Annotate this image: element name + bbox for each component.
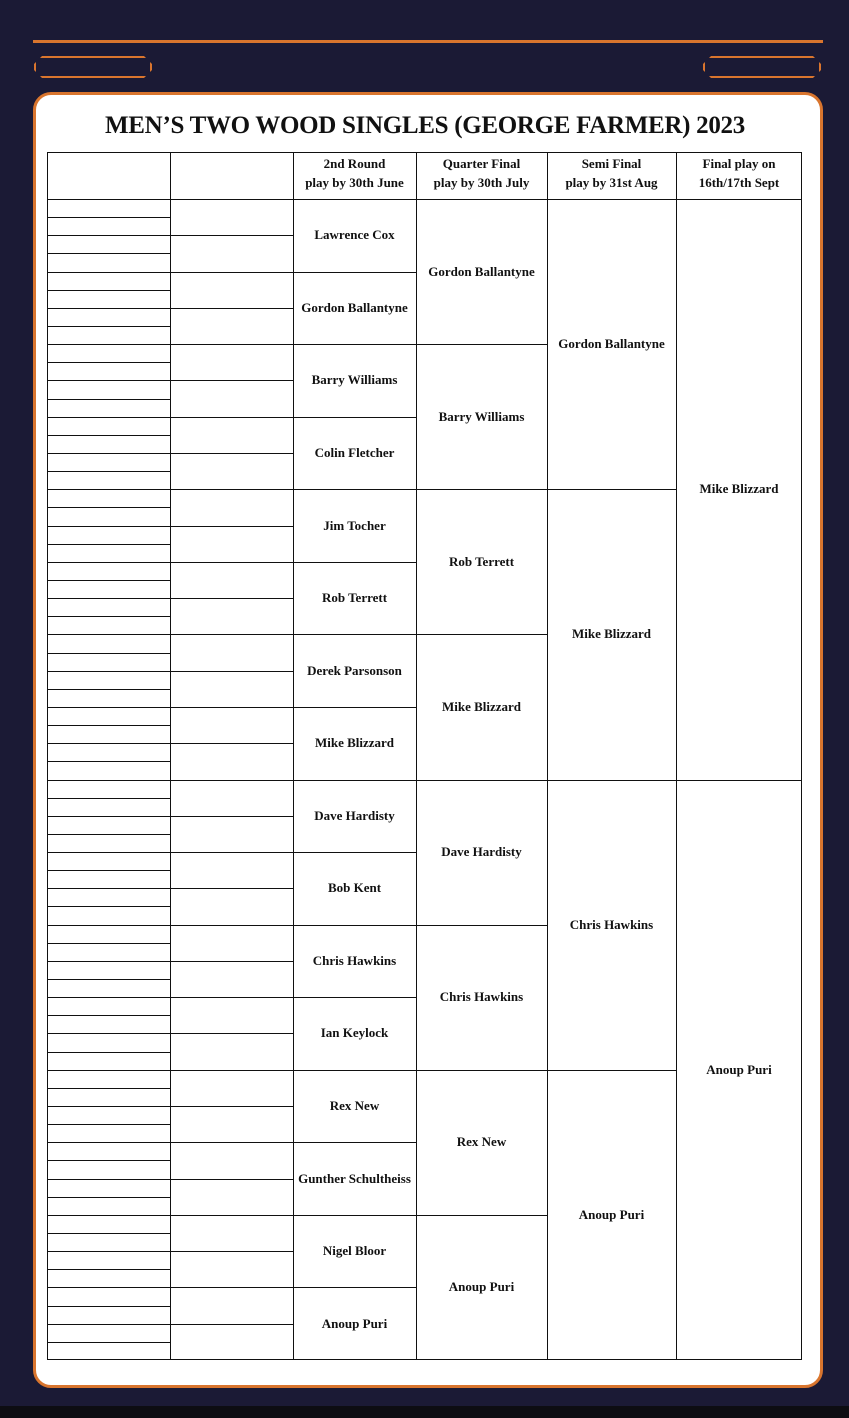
preliminary-row-line <box>170 598 293 599</box>
first-round-row-line <box>47 580 170 581</box>
first-round-row-line <box>47 1306 170 1307</box>
preliminary-row-line <box>170 272 293 273</box>
semi-row-line <box>547 780 676 781</box>
first-round-row-line <box>47 653 170 654</box>
round2-row-line <box>293 707 416 708</box>
preliminary-row-line <box>170 961 293 962</box>
preliminary-row-line <box>170 780 293 781</box>
semi-final-player: Anoup Puri <box>578 1206 645 1222</box>
first-round-row-line <box>47 997 170 998</box>
preliminary-row-line <box>170 344 293 345</box>
first-round-row-line <box>47 852 170 853</box>
first-round-row-line <box>47 943 170 944</box>
column-divider <box>547 152 548 1360</box>
header-quarter-deadline: play by 30th July <box>433 175 530 190</box>
header-semi <box>547 154 676 192</box>
column-divider <box>416 152 417 1360</box>
quarter-final-player: Mike Blizzard <box>441 698 522 714</box>
quarter-final-player: Chris Hawkins <box>439 989 524 1005</box>
round2-player: Colin Fletcher <box>314 444 395 460</box>
left-tab-ornament <box>34 56 152 78</box>
round2-player: Nigel Bloor <box>322 1243 387 1259</box>
preliminary-row-line <box>170 235 293 236</box>
first-round-row-line <box>47 435 170 436</box>
round2-row-line <box>293 417 416 418</box>
first-round-row-line <box>47 1142 170 1143</box>
first-round-row-line <box>47 671 170 672</box>
preliminary-row-line <box>170 453 293 454</box>
first-round-row-line <box>47 1179 170 1180</box>
final-row-line <box>676 780 802 781</box>
top-divider <box>33 40 823 43</box>
preliminary-row-line <box>170 852 293 853</box>
quarter-row-line <box>416 634 547 635</box>
semi-row-line <box>547 489 676 490</box>
first-round-row-line <box>47 1233 170 1234</box>
first-round-row-line <box>47 253 170 254</box>
semi-final-player: Chris Hawkins <box>569 916 654 932</box>
first-round-row-line <box>47 1342 170 1343</box>
round2-player: Anoup Puri <box>321 1315 388 1331</box>
first-round-row-line <box>47 906 170 907</box>
header-semi-title: Semi Final <box>581 156 642 171</box>
quarter-row-line <box>416 1215 547 1216</box>
header-quarter-title: Quarter Final <box>442 156 521 171</box>
first-round-row-line <box>47 616 170 617</box>
header-divider <box>47 199 802 200</box>
first-round-row-line <box>47 326 170 327</box>
first-round-row-line <box>47 526 170 527</box>
round2-row-line <box>293 344 416 345</box>
page-title: MEN’S TWO WOOD SINGLES (GEORGE FARMER) 2023 <box>105 112 745 139</box>
first-round-row-line <box>47 834 170 835</box>
first-round-row-line <box>47 272 170 273</box>
first-round-row-line <box>47 888 170 889</box>
round2-player: Chris Hawkins <box>312 952 397 968</box>
preliminary-row-line <box>170 743 293 744</box>
preliminary-row-line <box>170 562 293 563</box>
first-round-row-line <box>47 870 170 871</box>
round2-row-line <box>293 997 416 998</box>
finalist-player: Anoup Puri <box>706 1061 772 1077</box>
bottom-bar <box>0 1406 849 1418</box>
first-round-row-line <box>47 489 170 490</box>
first-round-row-line <box>47 544 170 545</box>
header-round2 <box>293 154 416 192</box>
round2-player: Mike Blizzard <box>314 735 395 751</box>
preliminary-row-line <box>170 1070 293 1071</box>
first-round-row-line <box>47 925 170 926</box>
header-final-deadline: 16th/17th Sept <box>698 175 780 190</box>
first-round-row-line <box>47 743 170 744</box>
preliminary-row-line <box>170 1287 293 1288</box>
round2-player: Bob Kent <box>327 880 382 896</box>
first-round-row-line <box>47 707 170 708</box>
first-round-row-line <box>47 1197 170 1198</box>
first-round-row-line <box>47 235 170 236</box>
quarter-final-player: Gordon Ballantyne <box>428 263 535 279</box>
first-round-row-line <box>47 961 170 962</box>
quarter-row-line <box>416 489 547 490</box>
first-round-row-line <box>47 308 170 309</box>
preliminary-row-line <box>170 1179 293 1180</box>
first-round-row-line <box>47 1088 170 1089</box>
first-round-row-line <box>47 1052 170 1053</box>
preliminary-row-line <box>170 489 293 490</box>
preliminary-row-line <box>170 526 293 527</box>
first-round-row-line <box>47 761 170 762</box>
first-round-row-line <box>47 725 170 726</box>
preliminary-row-line <box>170 997 293 998</box>
preliminary-row-line <box>170 634 293 635</box>
round2-player: Ian Keylock <box>320 1025 389 1041</box>
first-round-row-line <box>47 979 170 980</box>
header-round2-deadline: play by 30th June <box>305 175 404 190</box>
round2-player: Dave Hardisty <box>314 807 395 823</box>
first-round-row-line <box>47 417 170 418</box>
header-round2-title: 2nd Round <box>323 156 386 171</box>
preliminary-row-line <box>170 308 293 309</box>
round2-player: Barry Williams <box>311 372 398 388</box>
round2-row-line <box>293 1070 416 1071</box>
first-round-row-line <box>47 780 170 781</box>
round2-player: Rex New <box>329 1098 380 1114</box>
round2-row-line <box>293 1215 416 1216</box>
preliminary-row-line <box>170 925 293 926</box>
preliminary-row-line <box>170 1215 293 1216</box>
first-round-row-line <box>47 1015 170 1016</box>
first-round-row-line <box>47 362 170 363</box>
preliminary-row-line <box>170 1142 293 1143</box>
round2-row-line <box>293 634 416 635</box>
preliminary-row-line <box>170 380 293 381</box>
round2-row-line <box>293 489 416 490</box>
round2-player: Gunther Schultheiss <box>298 1170 411 1186</box>
round2-player: Lawrence Cox <box>314 227 395 243</box>
first-round-row-line <box>47 453 170 454</box>
header-final <box>676 154 802 192</box>
first-round-row-line <box>47 1269 170 1270</box>
first-round-row-line <box>47 1033 170 1034</box>
finalist-player: Mike Blizzard <box>699 481 779 497</box>
first-round-row-line <box>47 634 170 635</box>
column-divider <box>676 152 677 1360</box>
round2-row-line <box>293 925 416 926</box>
round2-player: Rob Terrett <box>321 590 388 606</box>
preliminary-row-line <box>170 816 293 817</box>
round2-row-line <box>293 1287 416 1288</box>
semi-final-player: Gordon Ballantyne <box>558 336 665 352</box>
first-round-row-line <box>47 1124 170 1125</box>
first-round-row-line <box>47 562 170 563</box>
first-round-row-line <box>47 598 170 599</box>
round2-player: Derek Parsonson <box>307 662 402 678</box>
preliminary-row-line <box>170 707 293 708</box>
right-tab-ornament <box>703 56 821 78</box>
header-final-title: Final play on <box>702 156 776 171</box>
quarter-row-line <box>416 925 547 926</box>
first-round-row-line <box>47 1251 170 1252</box>
quarter-final-player: Barry Williams <box>438 408 525 424</box>
round2-row-line <box>293 852 416 853</box>
preliminary-row-line <box>170 1106 293 1107</box>
quarter-final-player: Anoup Puri <box>448 1279 515 1295</box>
round2-row-line <box>293 272 416 273</box>
first-round-row-line <box>47 798 170 799</box>
preliminary-row-line <box>170 671 293 672</box>
first-round-row-line <box>47 1215 170 1216</box>
header-semi-deadline: play by 31st Aug <box>565 175 658 190</box>
first-round-row-line <box>47 290 170 291</box>
quarter-final-player: Rob Terrett <box>448 553 515 569</box>
first-round-row-line <box>47 1070 170 1071</box>
first-round-row-line <box>47 471 170 472</box>
semi-row-line <box>547 1070 676 1071</box>
preliminary-row-line <box>170 417 293 418</box>
semi-final-player: Mike Blizzard <box>571 626 652 642</box>
first-round-row-line <box>47 689 170 690</box>
first-round-row-line <box>47 1287 170 1288</box>
first-round-row-line <box>47 1324 170 1325</box>
preliminary-row-line <box>170 888 293 889</box>
quarter-row-line <box>416 780 547 781</box>
quarter-row-line <box>416 344 547 345</box>
preliminary-row-line <box>170 1033 293 1034</box>
round2-row-line <box>293 1142 416 1143</box>
preliminary-row-line <box>170 1324 293 1325</box>
round2-player: Gordon Ballantyne <box>301 299 408 315</box>
quarter-final-player: Dave Hardisty <box>441 844 522 860</box>
quarter-row-line <box>416 1070 547 1071</box>
first-round-row-line <box>47 399 170 400</box>
round2-player: Jim Tocher <box>323 517 386 533</box>
first-round-row-line <box>47 1106 170 1107</box>
first-round-row-line <box>47 1160 170 1161</box>
first-round-row-line <box>47 380 170 381</box>
first-round-row-line <box>47 816 170 817</box>
quarter-final-player: Rex New <box>456 1134 507 1150</box>
round2-row-line <box>293 780 416 781</box>
first-round-row-line <box>47 344 170 345</box>
first-round-row-line <box>47 217 170 218</box>
first-round-row-line <box>47 507 170 508</box>
header-quarter <box>416 154 547 192</box>
round2-row-line <box>293 562 416 563</box>
preliminary-row-line <box>170 1251 293 1252</box>
